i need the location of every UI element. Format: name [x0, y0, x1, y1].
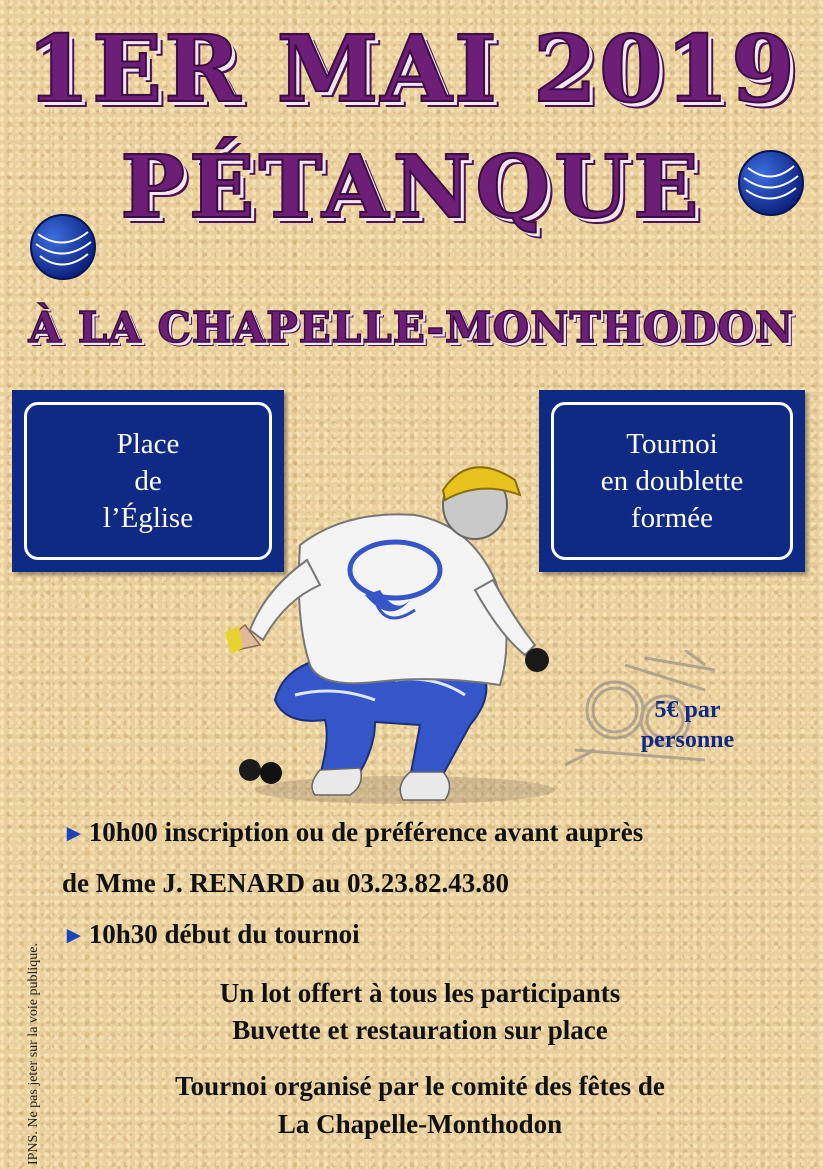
triangle-right-icon: ►: [62, 821, 86, 847]
organizer-name: La Chapelle-Monthodon: [277, 1109, 563, 1139]
petanque-ball-icon: [736, 148, 806, 218]
schedule-item-continuation: de Mme J. RENARD au 03.23.82.43.80: [62, 868, 509, 898]
tournament-sign: [539, 390, 805, 572]
schedule-item: [62, 815, 643, 851]
petanque-ball-icon: [28, 212, 98, 282]
refreshments-line: Buvette et restauration sur place: [232, 1015, 608, 1045]
petanque-player-illustration: [225, 450, 555, 820]
price-line: 5€ par: [654, 697, 721, 723]
schedule-item: [62, 917, 360, 953]
legal-note: IPNS. Ne pas jeter sur la voie publique.: [26, 942, 41, 1165]
organizer-line: Tournoi organisé par le comité des fêtes de: [175, 1071, 665, 1101]
prize-line: Un lot offert à tous les participants: [219, 978, 621, 1008]
price-label: [600, 695, 775, 755]
schedule-item-text: 10h00 inscription ou de préférence avant auprès: [88, 817, 644, 847]
triangle-right-icon: ►: [62, 923, 86, 949]
location-sign-line: de: [134, 464, 162, 497]
tournament-sign-frame: [551, 402, 793, 560]
headline-location: À LA CHAPELLE-MONTHODON: [28, 303, 795, 352]
headline-date: 1ER MAI 2019: [26, 15, 797, 123]
headline-title: PÉTANQUE: [120, 137, 703, 238]
tournament-sign-line: en doublette: [600, 464, 744, 497]
tournament-sign-line: formée: [630, 501, 714, 534]
schedule-item-text: 10h30 début du tournoi: [88, 919, 360, 949]
tournament-sign-line: Tournoi: [626, 427, 718, 460]
location-sign-line: Place: [116, 427, 180, 460]
price-line: personne: [640, 727, 735, 753]
location-sign-line: l’Église: [102, 501, 194, 534]
